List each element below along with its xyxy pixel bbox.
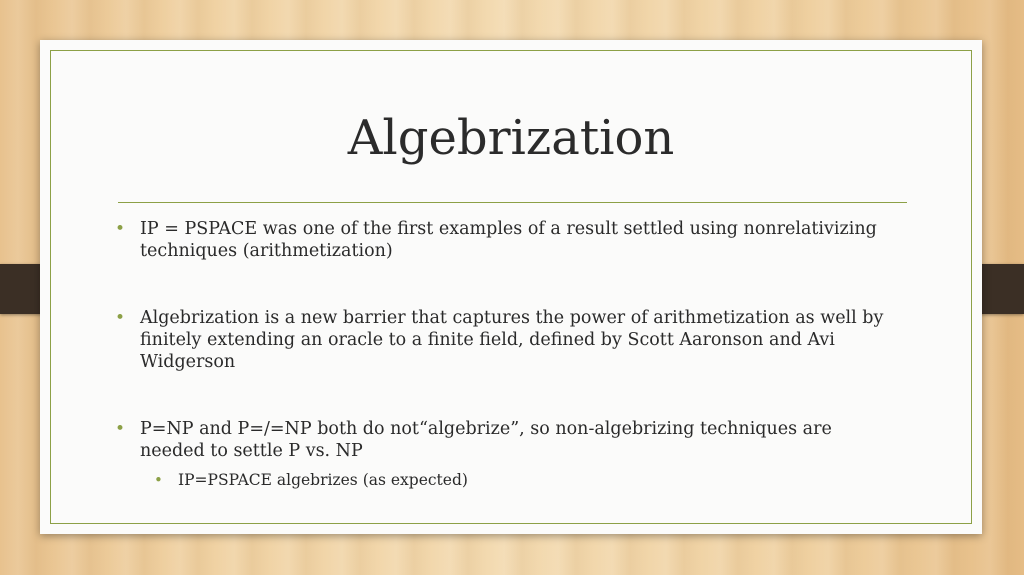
bullet-dot-icon: •: [115, 308, 126, 328]
title-divider: [118, 202, 907, 203]
sub-bullet-item: [112, 470, 892, 490]
bullet-dot-icon: •: [115, 219, 126, 239]
sub-bullet-text: IP=PSPACE algebrizes (as expected): [178, 471, 468, 489]
bullet-item: [112, 218, 892, 262]
slide-title: Algebrization: [347, 110, 675, 166]
bullet-text: IP = PSPACE was one of the first examples of a result settled using nonrelativizing techniques (arithmetization): [140, 219, 877, 261]
bullet-item: [112, 418, 892, 462]
bullet-text: Algebrization is a new barrier that captures the power of arithmetization as well by finitely extending an oracle to a finite field, defined by Scott Aaronson and Avi Widgerson: [140, 308, 884, 372]
bullet-text: P=NP and P=/=NP both do not“algebrize”, so non-algebrizing techniques are needed to settle P vs. NP: [140, 419, 832, 461]
bullet-item: [112, 307, 892, 373]
sub-bullet-dot-icon: •: [154, 471, 163, 489]
slide-card: [40, 40, 982, 534]
slide-content: [112, 218, 892, 490]
bullet-dot-icon: •: [115, 419, 126, 439]
